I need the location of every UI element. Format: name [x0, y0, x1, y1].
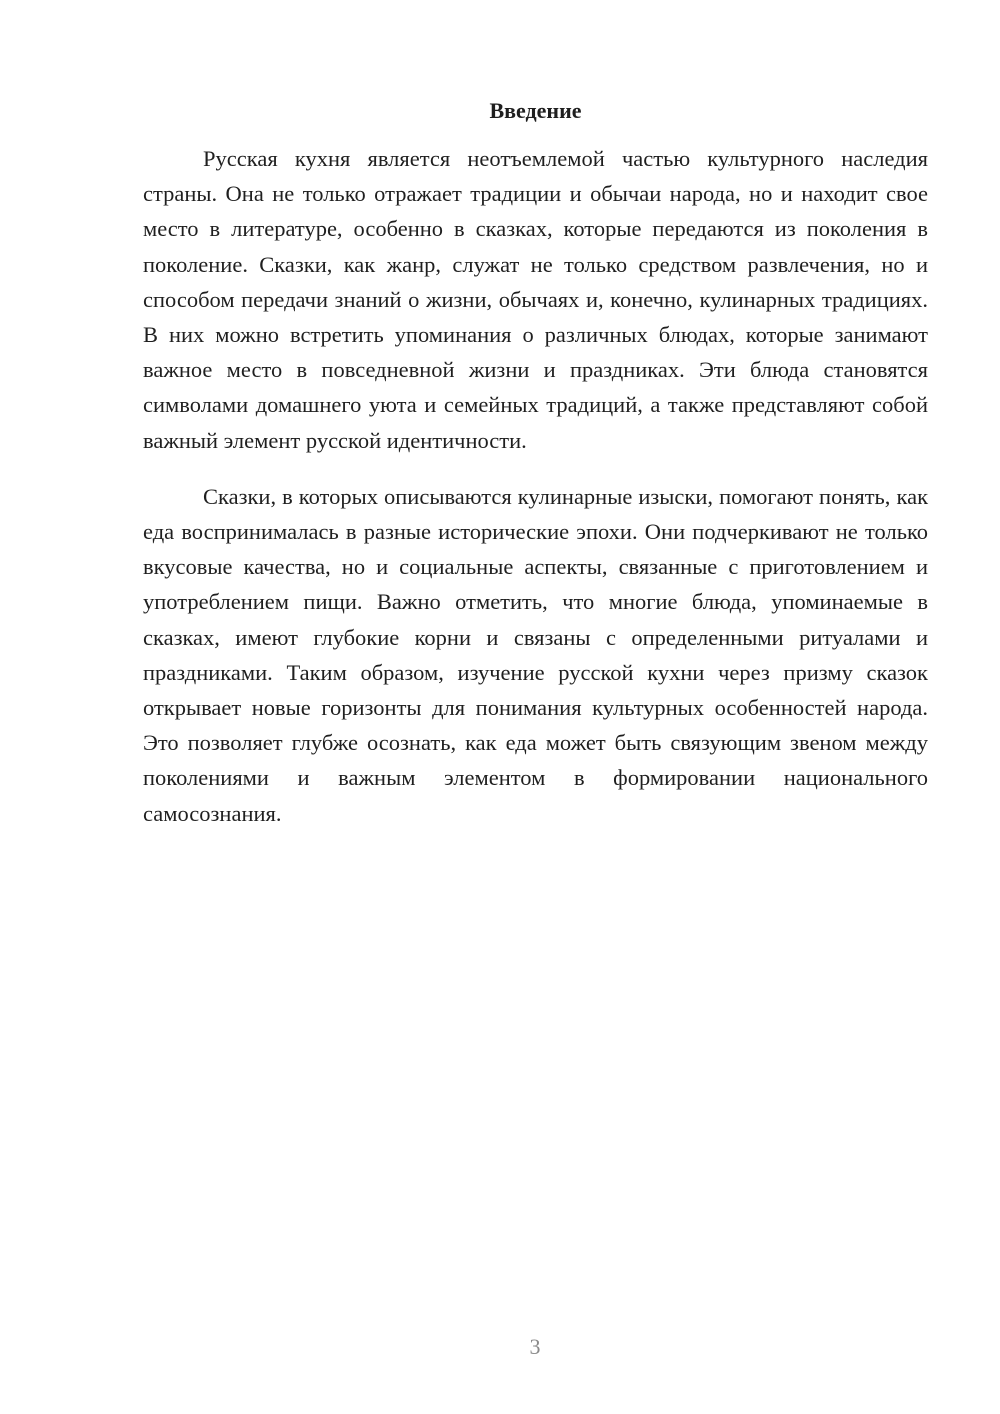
paragraph-2: Сказки, в которых описываются кулинарные изыски, помогают понять, как еда воспринималась в разные исторические эпохи. Они подчеркивают не только вкусовые качества, но и социальные аспекты, связанные с приготовлением и употреблением пищи. Важно отметить, что многие блюда, упоминаемые в сказках, имеют глубокие корни и связаны с определенными ритуалами и праздниками. Таким образом, изучение русской кухни через призму сказок открывает новые горизонты для понимания культурных особенностей народа. Это позволяет глубже осознать, как еда может быть связующим звеном между поколениями и важным элементом в формировании национального самосознания.	[143, 483, 928, 826]
section-heading: Введение	[489, 98, 582, 123]
page-content	[143, 95, 928, 831]
page-number: 3	[529, 1334, 541, 1359]
paragraph-1: Русская кухня является неотъемлемой частью культурного наследия страны. Она не только отражает традиции и обычаи народа, но и находит свое место в литературе, особенно в сказках, которые передаются из поколения в поколение. Сказки, как жанр, служат не только средством развлечения, но и способом передачи знаний о жизни, обычаях и, конечно, кулинарных традициях. В них можно встретить упоминания о различных блюдах, которые занимают важное место в повседневной жизни и праздниках. Эти блюда становятся символами домашнего уюта и семейных традиций, а также представляют собой важный элемент русской идентичности.	[143, 146, 928, 453]
